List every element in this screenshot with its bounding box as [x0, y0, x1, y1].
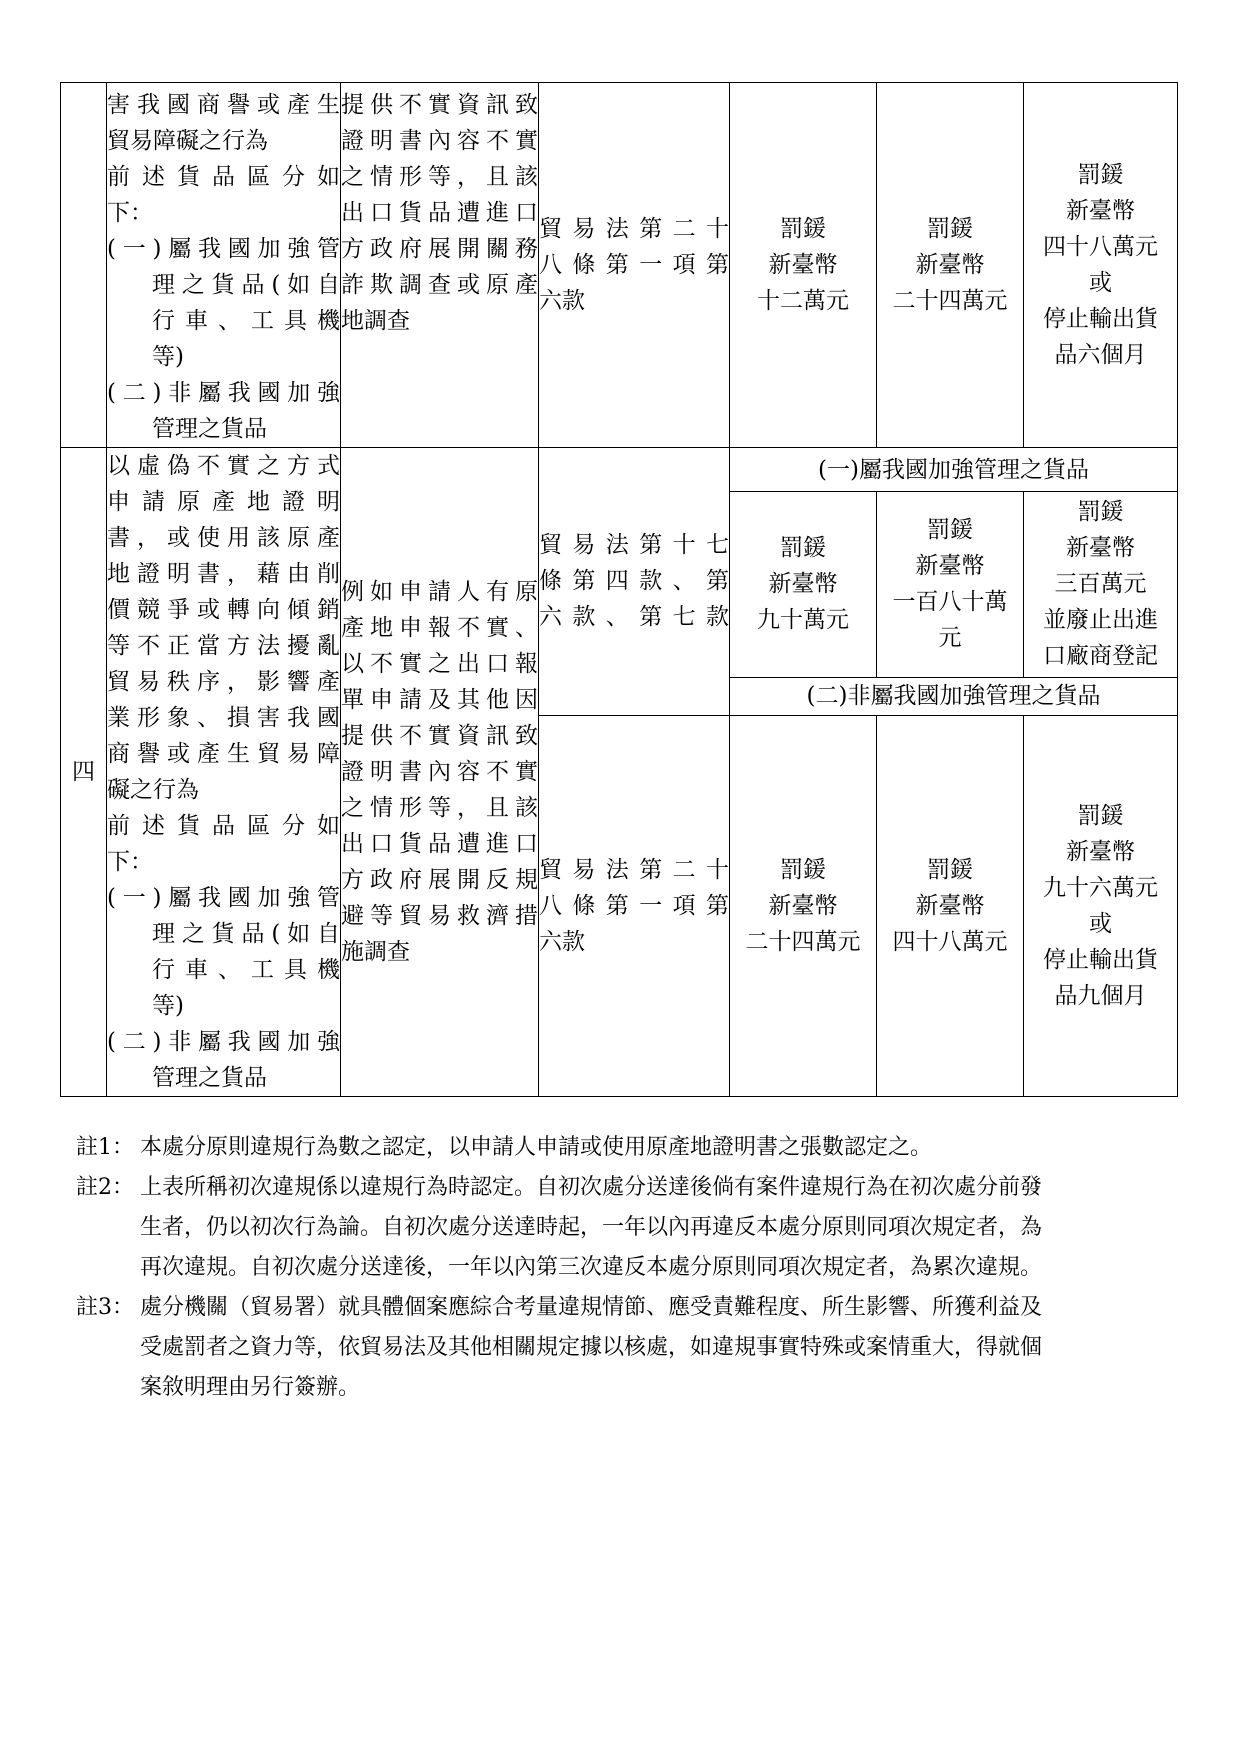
penalty-table [60, 82, 1178, 1097]
violation-cell: 以虛偽不實之方式 申請原產地證明 書，或使用該原產 地證明書，藉由削 價競爭或轉向傾銷 等不正當方法擾亂 貿易秩序，影響產 業形象、損害我國 商譽或產生貿易障 礙之行為 前述貨品區分如 下： (一)屬我國加強管 理之貨品(如自 行車、工具機 等) (二)非屬我國加強 管理之貨品 [107, 448, 341, 1097]
first-offense-penalty-cell: 罰鍰 新臺幣 二十四萬元 [730, 715, 877, 1096]
goods-category-header: (二)非屬我國加強管理之貨品 [730, 677, 1178, 715]
first-offense-penalty-cell: 罰鍰 新臺幣 九十萬元 [730, 492, 877, 678]
item-number-cell: 四 [61, 448, 107, 1097]
footnote-label: 註1： [76, 1135, 134, 1160]
legal-basis-cell: 貿易法第十七 條第四款、第 六款、第七款 [539, 448, 730, 716]
item-number-cell [61, 83, 107, 448]
footnote-label: 註2： [76, 1175, 134, 1200]
third-offense-penalty-cell: 罰鍰 新臺幣 三百萬元 並廢止出進 口廠商登記 [1024, 492, 1178, 678]
footnote-text: 上表所稱初次違規係以違規行為時認定。自初次處分送達後倘有案件違規行為在初次處分前發 生者，仍以初次行為論。自初次處分送達時起，一年以內再違反本處分原則同項次規定者，為 再次違規。自初次處分送達後，一年以內第三次違反本處分原則同項次規定者，為累次違規。 [140, 1175, 1043, 1280]
third-offense-penalty-cell: 罰鍰 新臺幣 九十六萬元 或 停止輸出貨 品九個月 [1024, 715, 1178, 1096]
table-row [61, 448, 1178, 492]
second-offense-penalty-cell: 罰鍰 新臺幣 二十四萬元 [877, 83, 1024, 448]
first-offense-penalty-cell: 罰鍰 新臺幣 十二萬元 [730, 83, 877, 448]
second-offense-penalty-cell: 罰鍰 新臺幣 一百八十萬 元 [877, 492, 1024, 678]
table-row [61, 83, 1178, 448]
footnote-text: 本處分原則違規行為數之認定，以申請人申請或使用原產地證明書之張數認定之。 [140, 1135, 933, 1160]
second-offense-penalty-cell: 罰鍰 新臺幣 四十八萬元 [877, 715, 1024, 1096]
example-cell: 提供不實資訊致 證明書內容不實 之情形等，且該 出口貨品遭進口 方政府展開關務 詐欺調查或原產 地調查 [341, 83, 539, 448]
footnote-label: 註3： [76, 1295, 134, 1320]
footnote-1 [76, 1128, 1166, 1168]
footnotes [76, 1128, 1166, 1408]
footnote-3 [76, 1288, 1166, 1408]
footnote-2 [76, 1168, 1166, 1288]
legal-basis-cell: 貿易法第二十 八條第一項第 六款 [539, 83, 730, 448]
example-cell: 例如申請人有原 產地申報不實、 以不實之出口報 單申請及其他因 提供不實資訊致 證明書內容不實 之情形等，且該 出口貨品遭進口 方政府展開反規 避等貿易救濟措 施調查 [341, 448, 539, 1097]
goods-category-header: (一)屬我國加強管理之貨品 [730, 448, 1178, 492]
violation-cell: 害我國商譽或產生 貿易障礙之行為 前述貨品區分如 下： (一)屬我國加強管 理之貨品(如自 行車、工具機 等) (二)非屬我國加強 管理之貨品 [107, 83, 341, 448]
legal-basis-cell: 貿易法第二十 八條第一項第 六款 [539, 715, 730, 1096]
third-offense-penalty-cell: 罰鍰 新臺幣 四十八萬元 或 停止輸出貨 品六個月 [1024, 83, 1178, 448]
footnote-text: 處分機關（貿易署）就具體個案應綜合考量違規情節、應受責難程度、所生影響、所獲利益及 受處罰者之資力等，依貿易法及其他相關規定據以核處，如違規事實特殊或案情重大，得就個 案敘明理由另行簽辦。 [140, 1295, 1043, 1400]
